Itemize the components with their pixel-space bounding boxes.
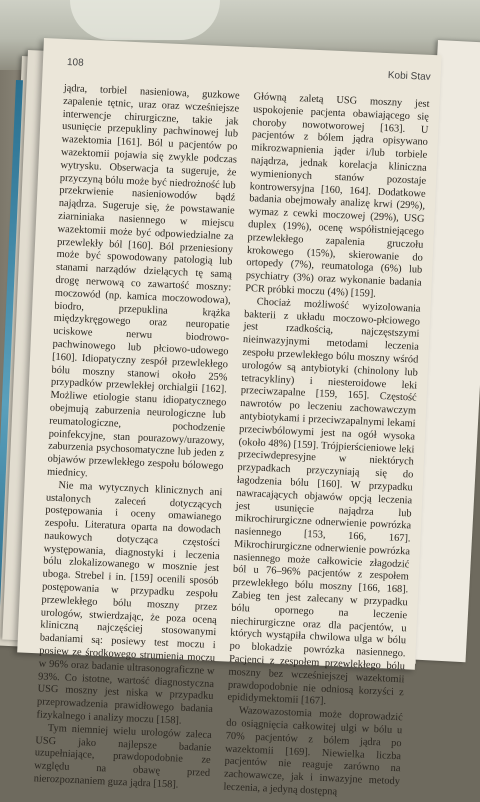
paragraph: Chociaż możliwość wyizolowania bakterii z układu moczowo-płciowego jest rzadkością, najczęstszymi nieinwazyjnymi metodami leczenia zespołu przewlekłego bólu moszny wśród urologów są antybiotyki (chinolony lub tetracykliny) i niesteroidowe leki przeciwzapalne [159, 165]. Częstość nawrotów po leczeniu zachowawczym antybiotykami i przeciwzapalnymi lekami przeciwbólowymi jest na ogół wysoka (około 48%) [159]. Trójpierścieniowe leki przeciwdepresyjne w niektórych przypadkach przyczyniają się do łagodzenia bólu [160]. W przypadku nawracających objawów opcją leczenia jest usunięcie najądrza lub mikrochirurgiczne odnerwienie powrózka nasiennego [153, 166, 167]. Mikrochirurgiczne odnerwienie powrózka nasiennego może całkowicie złagodzić ból u 76–96% pacjentów z zespołem przewlekłego bólu moszny [166, 168]. Zabieg ten jest zalecany w przypadku bólu opornego na leczenie niechirurgiczne oraz dla pacjentów, u których wystąpiła chwilowa ulga w bólu po blokadzie powrózka nasiennego. Pacjenci z zespołem przewlekłego bólu moszny bez wcześniejszej wazektomii prawdopodobnie nie odniosą korzyści z epididymektomii [167]. [227,296,421,708]
right-column [223,91,430,802]
paragraph: jądra, torbiel nasieniowa, guzkowe zapalenie tętnic, uraz oraz wcześniejsze interwencje chirurgiczne, takie jak usunięcie przepukliny pachwinowej lub wazektomia [161]. Ból u pacjentów po wazektomii pojawia się zwykle podczas wytrysku. Obserwacja ta sugeruje, że przyczyną bólu może być niedrożność lub przekrwienie nasieniowodów bądź najądrza. Sugeruje się, że powstawanie ziarniniaka nasiennego w miejscu wazektomii może być odpowiedzialne za przewlekły ból [160]. Ból przeniesiony może być spowodowany patologią lub stanami narządów dzielących tę samą drogę nerwową co zawartość moszny: moczowód (np. kamica moczowodowa), biodro, przepuklina krążka międzykręgowego oraz neuropatie uciskowe nerwu biodrowo-pachwinowego lub płciowo-udowego [160]. Idiopatyczny zespół przewlekłego bólu moszny stanowi około 25% przypadków przewlekłej orchialgii [162]. Możliwe etiologie stanu idiopatycznego obejmują zaburzenia neurologiczne lub reumatologiczne, pochodzenie poinfekcyjne, stan pourazowy/urazowy, zaburzenia psychosomatyczne lub jeden z objawów przewlekłego zespołu bólowego miednicy. [46,82,240,480]
left-column [33,83,240,794]
paragraph: Nie ma wytycznych klinicznych ani ustalonych zaleceń dotyczących postępowania i oceny omawianego zespołu. Literatura oparta na dowodach naukowych dotycząca częstości występowania, diagnostyki i leczenia bólu zlokalizowanego w mosznie jest uboga. Strebel i in. [159] ocenili sposób postępowania w przypadku zespołu przewlekłego bólu moszny przez urologów, stwierdzając, że poza oceną kliniczną najczęściej stosowanymi badaniami są: posiewy test moczu i posiew ze środkowego strumienia moczu w 96% oraz badanie ultrasonograficzne w 93%. Co istotne, wartość diagnostyczna USG moszny jest niska w przypadku przeprowadzenia prawidłowego badania fizykalnego i analizy moczu [158]. [36,479,223,727]
page-number: 108 [66,57,84,69]
book-page [17,38,441,798]
background-light [70,0,220,40]
paragraph: Wazowazostomia może doprowadzić do osiągnięcia całkowitej ulgi w bólu u 70% pacjentów z bólem jądra po wazektomii [169]. Niewielka liczba pacjentów nie reaguje zarówno na zachowawcze, jak i inwazyjne metody leczenia, a jedyną dostępną [223,705,403,798]
running-head: Kobi Stav [387,70,431,83]
paragraph: Główną zaletą USG moszny jest uspokojenie pacjenta obawiającego się choroby nowotworowej [163]. U pacjentów z bólem jądra opisywano mikrozwapnienia jąder i/lub torbiele najądrza, jednak korelacja kliniczna wymienionych stanów pozostaje kontrowersyjna [160, 164]. Dodatkowe badania obejmowały analizę krwi (29%), wymaz z cewki moczowej (29%), USG duplex (19%), ocenę współistniejącego przewlekłego zapalenia gruczołu krokowego (15%), skierowanie do ortopedy (7%), reumatologa (6%) lub psychiatry (3%) oraz wykonanie badania PCR próbki moczu (4%) [159]. [245,91,430,300]
paragraph: Tym niemniej wielu urologów zaleca USG jako najlepsze badanie uzupełniające, prawdopodobnie ze względu na obawę przed nierozpoznaniem guza jądra [158]. [33,722,212,791]
